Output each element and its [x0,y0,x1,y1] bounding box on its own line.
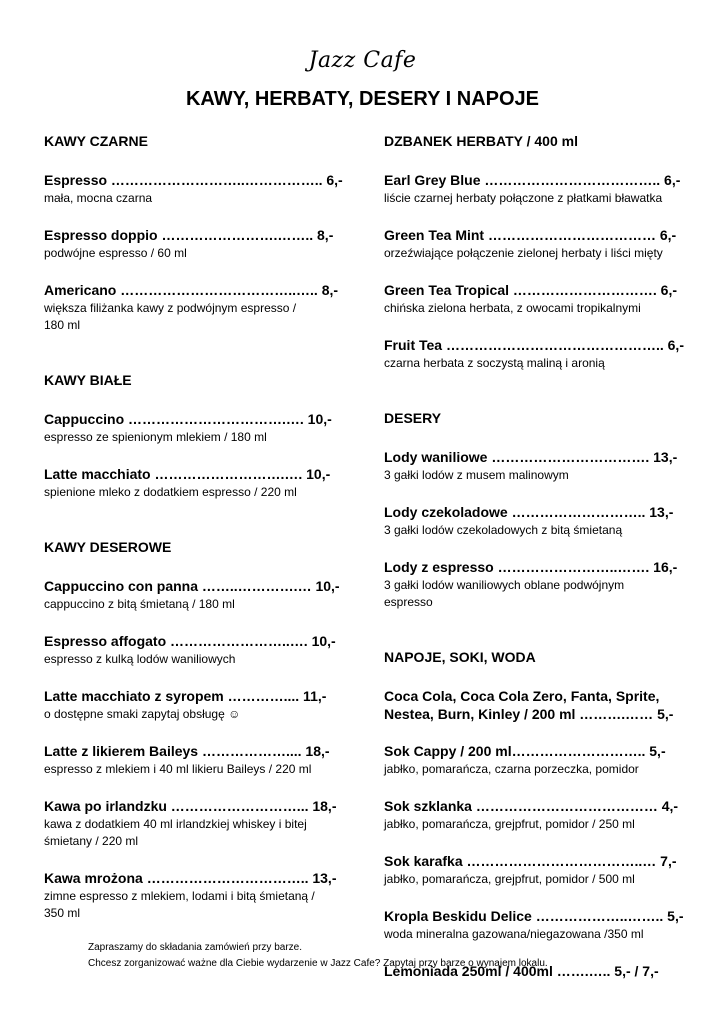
item-title: Lody czekoladowe ……………………….. 13,- [384,504,674,520]
menu-column-left [44,132,344,941]
item-title: Fruit Tea ……………………………………….. 6,- [384,337,684,353]
footer-line: Zapraszamy do składania zamówień przy barze. [88,942,302,953]
menu-item [384,226,684,262]
menu-column-right [384,132,684,999]
section-heading: DZBANEK HERBATY / 400 ml [384,133,578,149]
menu-item [384,852,684,888]
item-description: czarna herbata z soczystą maliną i aronią [384,356,605,370]
menu-item [44,797,337,850]
item-description: jabłko, pomarańcza, grejpfrut, pomidor / 250 ml [384,817,635,831]
menu-item [384,907,684,943]
item-description: zimne espresso z mlekiem, lodami i bitą śmietaną / 350 ml [44,889,315,920]
item-description: kawa z dodatkiem 40 ml irlandzkiej whiskey i bitej śmietany / 220 ml [44,817,307,848]
item-description: spienione mleko z dodatkiem espresso / 220 ml [44,485,297,499]
menu-item [44,577,344,613]
menu-item [384,687,684,723]
item-title: Kawa mrożona …………………………….. 13,- [44,870,337,886]
item-description: 3 gałki lodów z musem malinowym [384,468,569,482]
item-description: cappuccino z bitą śmietaną / 180 ml [44,597,235,611]
section-heading: KAWY BIAŁE [44,372,132,388]
menu-item [44,171,344,207]
item-title: Latte macchiato z syropem ………….... 11,- [44,688,327,704]
menu-item [384,742,684,778]
menu-item [44,410,344,446]
item-description: 3 gałki lodów waniliowych oblane podwójnym espresso [384,578,625,609]
item-description: większa filiżanka kawy z podwójnym espresso / 180 ml [44,301,297,332]
item-description: espresso z mlekiem i 40 ml likieru Baileys / 220 ml [44,762,312,776]
menu-item [44,742,344,778]
section-heading: KAWY DESEROWE [44,539,172,555]
item-description: 3 gałki lodów czekoladowych z bitą śmietaną [384,523,623,537]
item-title: Kawa po irlandzku ………………………... 18,- [44,798,337,814]
menu-item [44,632,344,668]
item-title: Latte z likierem Baileys ……………….... 18,- [44,743,330,759]
item-title: Espresso doppio …………………….…….. 8,- [44,227,334,243]
footer-line: Chcesz zorganizować ważne dla Ciebie wydarzenie w Jazz Cafe? Zapytaj przy barze o wynajem lokalu. [88,958,548,969]
item-title: Lody z espresso ……………………..……. 16,- [384,559,678,575]
menu-item [384,448,684,484]
item-description: jabłko, pomarańcza, grejpfrut, pomidor / 500 ml [384,872,635,886]
item-title: Cappuccino …………………………….…. 10,- [44,411,332,427]
item-description: espresso ze spienionym mlekiem / 180 ml [44,430,267,444]
menu-item [384,281,684,317]
menu-item [44,281,339,334]
item-title: Green Tea Mint ……………………………… 6,- [384,227,677,243]
menu-item [44,226,344,262]
item-title: Cappuccino con panna ……..………….… 10,- [44,578,340,594]
menu-item [384,797,684,833]
menu-item [384,171,684,207]
item-description: woda mineralna gazowana/niegazowana /350 ml [384,927,644,941]
section-heading: DESERY [384,410,442,426]
item-description: jabłko, pomarańcza, czarna porzeczka, pomidor [384,762,639,776]
item-title: Lemoniada 250ml / 400ml …….….. 5,- / 7,- [384,963,659,979]
item-title: Lody waniliowe ……………………………. 13,- [384,449,678,465]
item-description: podwójne espresso / 60 ml [44,246,187,260]
item-title: Sok szklanka ………………………………… 4,- [384,798,679,814]
item-description: o dostępne smaki zapytaj obsługę ☺ [44,707,241,721]
section-heading: KAWY CZARNE [44,133,148,149]
item-title: Kropla Beskidu Delice ………………..…….. 5,- [384,908,684,924]
menu-item [384,558,678,611]
item-description: liście czarnej herbaty połączone z płatkami bławatka [384,191,663,205]
item-title: Espresso affogato ……………………..…. 10,- [44,633,336,649]
item-description: orzeźwiające połączenie zielonej herbaty i liści mięty [384,246,663,260]
menu-title: KAWY, HERBATY, DESERY I NAPOJE [185,88,540,110]
item-title: Latte macchiato ……………………….…. 10,- [44,466,331,482]
cafe-logo: Jazz Cafe [308,48,417,73]
footer-note [88,940,548,972]
item-title: Sok karafka ………………………………..… 7,- [384,853,677,869]
item-title: Earl Grey Blue ……………………………….. 6,- [384,172,681,188]
item-description: mała, mocna czarna [44,191,153,205]
item-title: Espresso ………………………..…………….. 6,- [44,172,343,188]
item-title: Coca Cola, Coca Cola Zero, Fanta, Sprite, Nestea, Burn, Kinley / 200 ml ……….…… 5,- [384,688,674,722]
item-title: Green Tea Tropical …………………………. 6,- [384,282,678,298]
menu-item [44,869,337,922]
section-heading: NAPOJE, SOKI, WODA [384,649,536,665]
menu-item [44,465,344,501]
item-title: Americano ………………………………..….. 8,- [44,282,339,298]
menu-item [384,336,684,372]
item-description: chińska zielona herbata, z owocami tropikalnymi [384,301,641,315]
menu-item [384,503,684,539]
item-description: espresso z kulką lodów waniliowych [44,652,236,666]
item-title: Sok Cappy / 200 ml……………………….. 5,- [384,743,666,759]
menu-item [44,687,344,723]
